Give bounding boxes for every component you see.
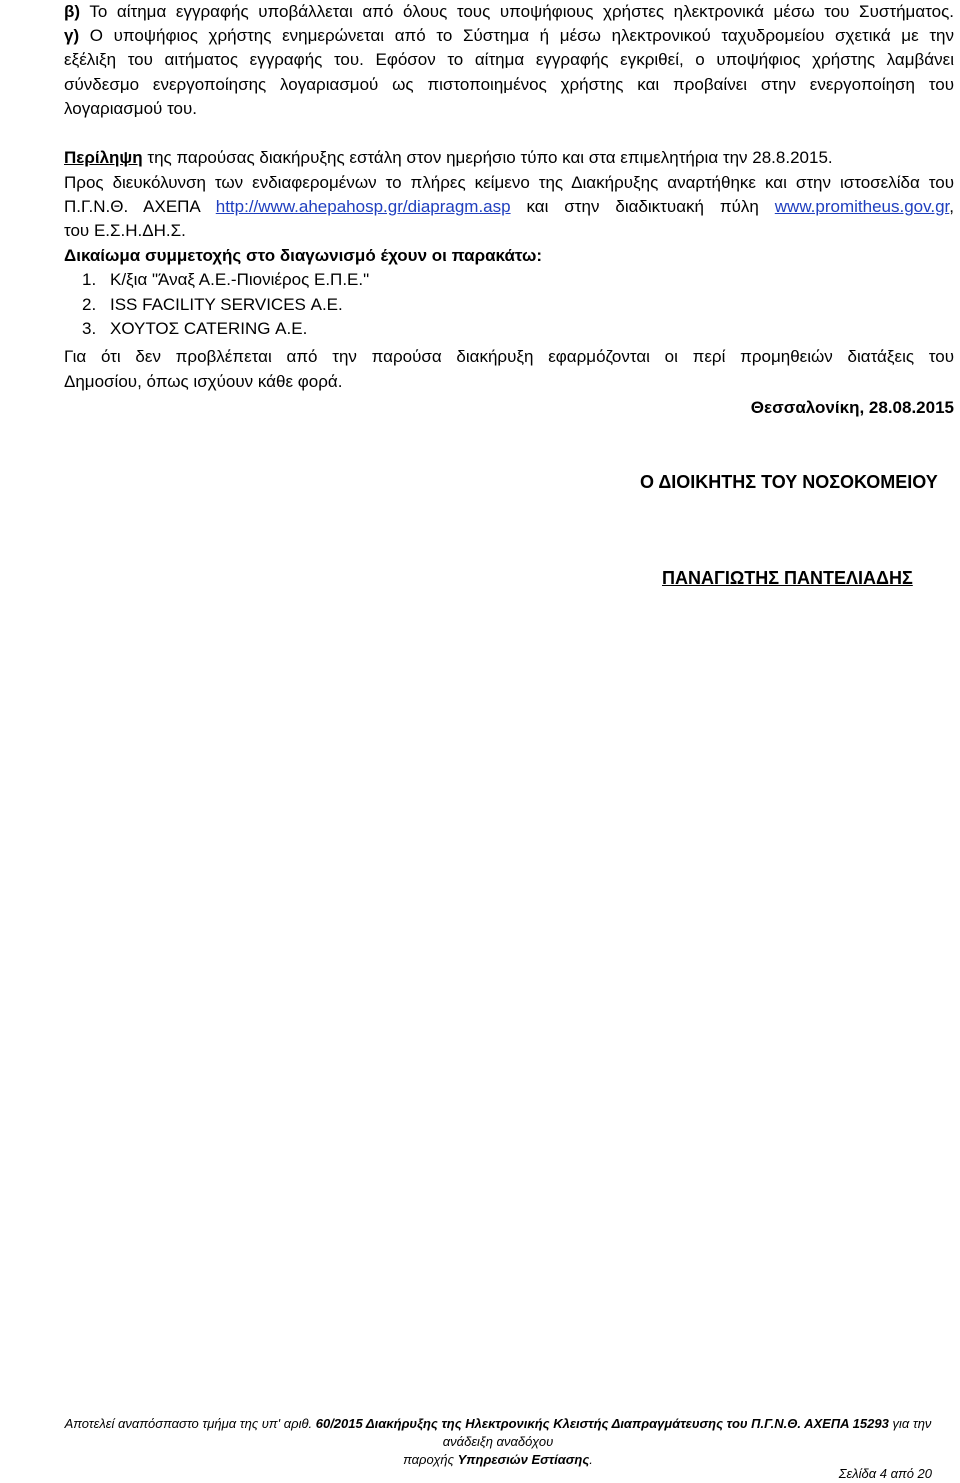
- closing-line1: Για ότι δεν προβλέπεται από την παρούσα διακήρυξη εφαρμόζονται οι περί προμηθειών διατάξεις του: [64, 347, 954, 366]
- promitheus-link[interactable]: www.promitheus.gov.gr: [774, 197, 950, 216]
- closing-line2: Δημοσίου, όπως ισχύουν κάθε φορά.: [64, 372, 343, 391]
- ahepa-link[interactable]: http://www.ahepahosp.gr/diapragm.asp: [215, 197, 511, 216]
- clause-c-label: γ): [64, 26, 80, 45]
- list-item: 3. ΧΟΥΤΟΣ CATERING Α.Ε.: [82, 319, 308, 338]
- list-item: 2. ISS FACILITY SERVICES Α.Ε.: [82, 294, 343, 314]
- clause-b-text: Το αίτημα εγγραφής υποβάλλεται από όλους τους υποψήφιους χρήστες ηλεκτρονικά μέσω του Συστήματος.: [80, 2, 954, 21]
- summary-line3-b: και στην διαδικτυακή πύλη: [510, 197, 775, 216]
- summary-line2: Προς διευκόλυνση των ενδιαφερομένων το πλήρες κείμενο της Διακήρυξης αναρτήθηκε και στην ιστοσελίδα του: [64, 173, 954, 192]
- footer-note: Αποτελεί αναπόσπαστο τμήμα της υπ' αριθ. 60/2015 Διακήρυξης της Ηλεκτρονικής Κλειστής Διαπραγμάτευσης του Π.Γ.Ν.Θ. ΑΧΕΠΑ 15293 για την ανάδειξη αναδόχου παροχής Υπηρεσιών Εστίασης.: [64, 1416, 932, 1467]
- clause-c-line2: εξέλιξη του αιτήματος εγγραφής του. Εφόσον το αίτημα εγγραφής εγκριθεί, ο υποψήφιος χρήστης λαμβάνει: [64, 50, 954, 69]
- summary-line1: [64, 146, 954, 171]
- summary-label: Περίληψη: [64, 148, 143, 167]
- eligible-list: [82, 268, 369, 342]
- summary-text: της παρούσας διακήρυξης εστάλη στον ημερήσιο τύπο και στα επιμελητήρια την 28.8.2015.: [142, 148, 833, 167]
- page-number: Σελίδα 4 από 20: [838, 1466, 932, 1481]
- clause-c-text: Ο υποψήφιος χρήστης ενημερώνεται από το Σύστημα ή μέσω ηλεκτρονικού ταχυδρομείου σχετικά με την: [79, 26, 954, 45]
- signatory-title: Ο ΔΙΟΙΚΗΤΗΣ ΤΟΥ ΝΟΣΟΚΟΜΕΙΟΥ: [640, 472, 938, 492]
- signatory-name: ΠΑΝΑΓΙΩΤΗΣ ΠΑΝΤΕΛΙΑΔΗΣ: [662, 568, 913, 588]
- clause-b-label: β): [64, 2, 81, 21]
- clause-c-line4: λογαριασμού του.: [64, 99, 198, 118]
- summary-line4: του Ε.Σ.Η.ΔΗ.Σ.: [64, 221, 186, 240]
- place-date: Θεσσαλονίκη, 28.08.2015: [750, 398, 954, 417]
- list-item: 1. Κ/ξια "Άναξ Α.Ε.-Πιονιέρος Ε.Π.Ε.": [82, 270, 370, 289]
- summary-line3-a: Π.Γ.Ν.Θ. ΑΧΕΠΑ: [64, 197, 216, 216]
- eligible-heading: Δικαίωμα συμμετοχής στο διαγωνισμό έχουν οι παρακάτω:: [64, 246, 543, 265]
- clause-c-line3: σύνδεσμο ενεργοποίησης λογαριασμού ως πιστοποιημένος χρήστης και προβαίνει στην ενεργοποίηση του: [64, 75, 954, 94]
- summary-line3-c: ,: [949, 197, 954, 216]
